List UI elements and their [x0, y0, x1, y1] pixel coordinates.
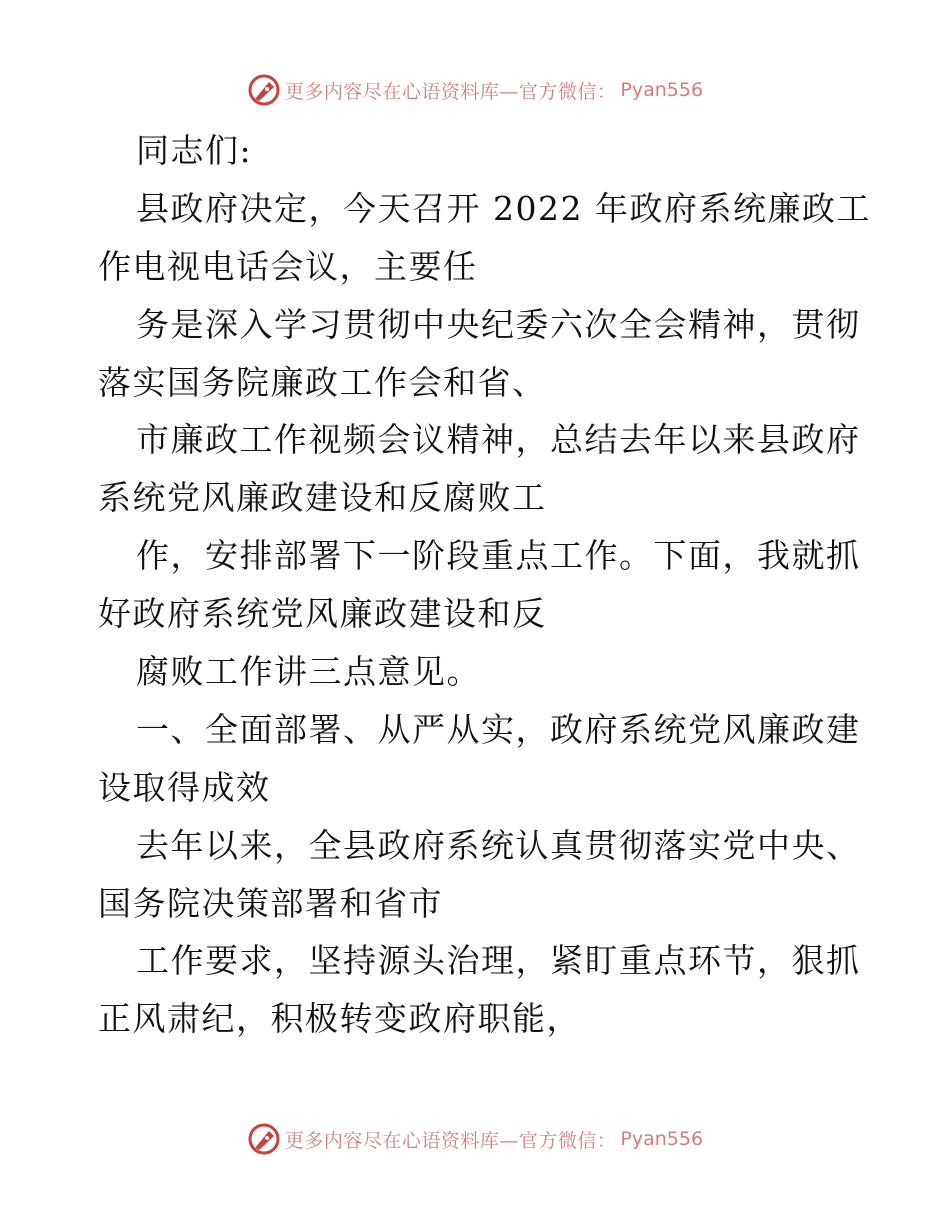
text-line: 市廉政工作视频会议精神，总结去年以来县政府: [136, 420, 861, 460]
text-line: 去年以来，全县政府系统认真贯彻落实党中央、: [136, 825, 861, 865]
footer-watermark-banner: [0, 1119, 950, 1159]
pen-nib-circle-icon: [247, 73, 281, 107]
text-line: 国务院决策部署和省市: [98, 883, 443, 923]
section-heading-line: 设取得成效: [98, 767, 271, 807]
text-line: 好政府系统党风廉政建设和反: [98, 594, 547, 634]
section-heading-line: 一、全面部署、从严从实，政府系统党风廉政建: [136, 709, 861, 749]
banner-text: 更多内容尽在心语资料库—官方微信：: [284, 1129, 617, 1152]
pen-nib-circle-icon: [247, 1122, 281, 1156]
text-line: 作电视电话会议，主要任: [98, 246, 478, 286]
text-line: 作，安排部署下一阶段重点工作。下面，我就抓: [136, 536, 861, 576]
text-line: 工作要求，坚持源头治理，紧盯重点环节，狠抓: [136, 941, 861, 981]
text-line: 腐败工作讲三点意见。: [136, 652, 481, 692]
text-line: 县政府决定，今天召开 2022 年政府系统廉政工: [136, 188, 871, 228]
banner-wechat-id: Pyan556: [620, 1128, 704, 1150]
banner-text: 更多内容尽在心语资料库—官方微信：: [284, 80, 617, 103]
text-line: 务是深入学习贯彻中央纪委六次全会精神，贯彻: [136, 304, 861, 344]
document-body: [98, 122, 871, 1048]
text-line: 系统党风廉政建设和反腐败工: [98, 478, 547, 518]
text-line: 同志们:: [136, 131, 253, 170]
text-line: 正风肃纪，积极转变政府职能，: [98, 999, 581, 1039]
banner-wechat-id: Pyan556: [620, 79, 704, 101]
header-watermark-banner: [0, 70, 950, 110]
text-line: 落实国务院廉政工作会和省、: [98, 362, 547, 402]
